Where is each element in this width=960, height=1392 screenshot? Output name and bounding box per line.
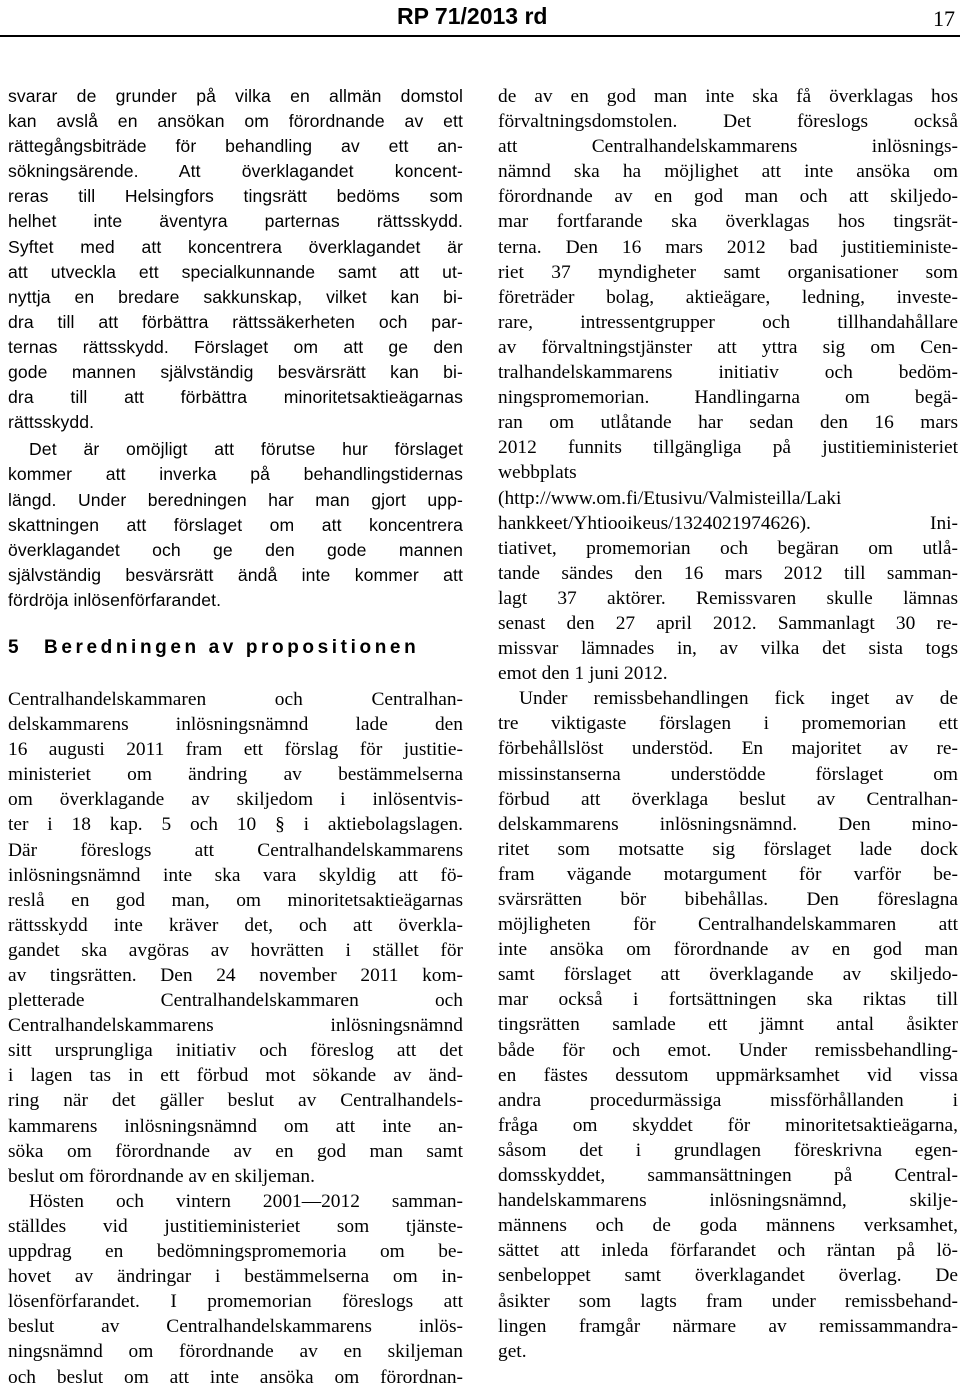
paragraph-left-4 [8, 1189, 463, 1390]
text-line: inlösningsnämnd inte ska vara skyldig att fö- [8, 864, 463, 886]
text-line: rättsskydd. [8, 412, 95, 433]
text-line: domsskyddet, sammansättningen på Central- [498, 1165, 958, 1187]
text-line: samt förslaget att överklagande av skiljedo- [498, 964, 958, 986]
text-line: sitt ursprungliga initiativ och föreslog att det [8, 1040, 463, 1062]
text-line: männens och de goda männens verksamhet, [498, 1215, 958, 1237]
text-line: längd. Under beredningen har man gjort upp- [8, 489, 463, 510]
text-line: hankkeet/Yhtiooikeus/1324021974626). Ini- [498, 512, 958, 534]
text-line: handelskammarens inlösningsnämnd, skilje- [498, 1190, 958, 1212]
paragraph-right-2 [498, 686, 958, 1364]
text-line: sökningsärende. Att överklagandet koncent- [8, 161, 463, 182]
text-line: Hösten och vintern 2001—2012 samman- [29, 1190, 463, 1212]
text-line: förordnande av en god man och att skiljedo- [498, 186, 958, 208]
section-gap [8, 661, 463, 687]
text-line: ring när det gäller beslut av Centralhandels- [8, 1090, 463, 1112]
text-line: riet 37 myndigheter samt organisationer som [498, 261, 958, 283]
text-line: inte ansöka om förordnande av en god man [498, 939, 958, 961]
section-heading [8, 635, 463, 661]
text-line: förbehållslöst understöd. En majoritet av re- [498, 738, 958, 760]
section-number: 5 [8, 636, 19, 658]
text-line: 2012 funnits tillgängliga på justitieministeriet [498, 437, 958, 459]
text-line: lingen framgår närmare av remissammandra- [498, 1315, 958, 1337]
paragraph-left-2 [8, 437, 463, 613]
text-line: lagt 37 aktörer. Remissvaren skulle lämnas [498, 587, 958, 609]
document-id: RP 71/2013 rd [397, 3, 548, 29]
text-line: fördröja inlösenförfarandet. [8, 589, 222, 610]
text-line: av förvaltningstjänster att yttra sig om Cen- [498, 336, 958, 358]
text-line: av tingsrätten. Den 24 november 2011 kom- [8, 965, 463, 986]
text-line: ternas rättsskydd. Förslaget om att ge den [8, 336, 463, 357]
text-line: reras till Helsingfors tingsrätt bedöms som [8, 186, 463, 207]
text-line: företräder bolag, aktieägare, ledning, investe- [498, 286, 958, 308]
text-line: kan avslå en ansökan om förordnande av ett [8, 111, 463, 132]
text-line: gode mannen självständig besvärsrätt kan bi- [8, 362, 463, 383]
text-line: ningsnämnd om förordnande av en skiljeman [8, 1341, 463, 1363]
header-rule [0, 35, 960, 37]
text-line: kammarens inlösningsnämnd om att inte an- [8, 1115, 463, 1137]
text-line: lösenförfarandet. I promemorian föreslogs att [8, 1291, 463, 1313]
text-line: mar fortfarande ska överklagas hos tingsrät- [498, 211, 958, 233]
text-line: andra procedurmässiga missförhållanden i [498, 1089, 958, 1111]
text-line: senbeloppet samt överklagandet överlag. De [498, 1265, 958, 1287]
text-line: helhet inte äventyra parternas rättsskydd. [8, 211, 463, 232]
text-line: hovet av ändringar i bestämmelserna om in- [8, 1266, 463, 1288]
text-line: att utveckla ett specialkunnande samt att ut- [8, 261, 463, 282]
text-line: om överklagande av skiljedom i inlösentvis- [8, 789, 463, 811]
text-line: dra till att förbättra minoritetsaktieägarnas [8, 387, 463, 408]
section-gap [8, 613, 463, 635]
text-line: Där föreslogs att Centralhandelskammarens [8, 839, 463, 861]
text-line: Det är omöjligt att förutse hur förslaget [29, 439, 463, 460]
text-line: tingsrätten samlade ett jämnt antal åsikter [498, 1014, 958, 1036]
text-line: mar också i fortsättningen ska riktas till [498, 989, 958, 1011]
text-line: webbplats [498, 462, 577, 484]
text-line: missinstanserna understödde förslaget om [498, 763, 958, 785]
text-line: 16 augusti 2011 fram ett förslag för justitie- [8, 739, 463, 761]
text-line: Syftet med att koncentrera överklagandet är [8, 236, 463, 257]
text-line: delskammarens inlösningsnämnd lade den [8, 714, 463, 736]
text-line: tande sändes den 16 mars 2012 till samman- [498, 562, 958, 584]
text-line: tralhandelskammarens initiativ och bedöm- [498, 362, 958, 384]
text-line: och beslut om att inte ansöka om förordnan- [8, 1366, 463, 1388]
text-line: tiativet, promemorian och begäran om utlå- [498, 537, 958, 559]
text-line: terna. Den 16 mars 2012 bad justitieministe- [498, 236, 958, 258]
text-line: senast den 27 april 2012. Sammanlagt 30 re- [498, 612, 958, 634]
text-line: delskammarens inlösningsnämnd. Den mino- [498, 813, 958, 835]
right-column [498, 84, 958, 1364]
text-line: ran om utlåtande har sedan den 16 mars [498, 412, 958, 434]
text-line: Under remissbehandlingen fick inget av de [519, 688, 958, 710]
text-line: rättsskydd inte kräver det, och att överkla- [8, 914, 463, 936]
page-header [0, 0, 960, 36]
text-line: i lagen tas in ett förbud mot sökande av änd- [8, 1065, 463, 1087]
text-line: beslut av Centralhandelskammarens inlös- [8, 1316, 463, 1338]
text-line: ritet som motsatte sig förslaget lade dock [498, 838, 958, 860]
text-line: svarar de grunder på vilka en allmän domstol [8, 86, 463, 106]
text-line: ställdes vid justitieministeriet som tjänste- [8, 1215, 463, 1237]
text-line: åsikter som lagts fram under remissbehand- [498, 1290, 958, 1312]
text-line: pletterade Centralhandelskammaren och [8, 990, 463, 1012]
text-line: förbud att överklaga beslut av Centralhan- [498, 788, 958, 810]
text-line: nämnd ska ha möjlighet att inte ansöka om [498, 161, 958, 183]
text-line: ningspromemorian. Handlingarna om begä- [498, 387, 958, 409]
text-line: rare, intressentgrupper och tillhandahållare [498, 311, 958, 333]
text-line: (http://www.om.fi/Etusivu/Valmisteilla/Laki [498, 487, 842, 509]
text-line: sättet att inleda förfarandet och räntan på lö- [498, 1240, 958, 1262]
text-line: förvaltningsdomstolen. Det föreslogs också [498, 111, 958, 133]
text-line: rättegångsbiträde för behandling av ett an- [8, 136, 463, 157]
text-line: emot den 1 juni 2012. [498, 663, 668, 685]
text-line: överklagandet och ge den gode mannen [8, 539, 463, 560]
text-line: reslå en god man, om minoritetsaktieägarnas [8, 889, 463, 911]
text-line: get. [498, 1340, 527, 1362]
text-line: möjligheten för Centralhandelskammaren att [498, 914, 958, 936]
text-line: en fästes dessutom uppmärksamhet vid vissa [498, 1064, 958, 1086]
left-column [8, 84, 463, 1390]
text-line: svärsrätten bör bibehållas. Den föreslagna [498, 889, 958, 910]
text-line: självständig besvärsrätt ändå inte kommer att [8, 564, 463, 585]
paragraph-left-1 [8, 84, 463, 435]
text-line: ter i 18 kap. 5 och 10 § i aktiebolagslagen. [8, 814, 463, 836]
text-line: dra till att förbättra rättssäkerheten och par- [8, 311, 463, 332]
text-line: tre viktigaste förslagen i promemorian ett [498, 713, 958, 735]
text-line: kommer att inverka på behandlingstidernas [8, 464, 463, 485]
text-line: såsom det i grundlagen föreskrivna egen- [498, 1139, 958, 1161]
text-line: de av en god man inte ska få överklagas hos [498, 86, 958, 107]
text-line: söka om förordnande av en god man samt [8, 1140, 463, 1162]
text-line: att Centralhandelskammarens inlösnings- [498, 136, 958, 158]
text-line: missvar lämnades in, av vilka det sista togs [498, 638, 958, 660]
text-line: fråga om skyddet för minoritetsaktieägarna, [498, 1114, 958, 1136]
paragraph-left-3 [8, 687, 463, 1189]
text-line: nyttja en bredare sakkunskap, vilket kan bi- [8, 286, 463, 307]
text-line: både för och emot. Under remissbehandling- [498, 1039, 958, 1061]
text-line: beslut om förordnande av en skiljeman. [8, 1165, 315, 1187]
text-line: uppdrag en bedömningspromemoria om be- [8, 1241, 463, 1263]
text-line: fram vägande motargument för varför be- [498, 863, 958, 885]
text-line: Centralhandelskammaren och Centralhan- [8, 688, 463, 710]
paragraph-right-1 [498, 84, 958, 686]
text-line: gandet ska avgöras av hovrätten i stället för [8, 939, 463, 961]
text-line: ministeriet om ändring av bestämmelserna [8, 764, 463, 786]
page-number: 17 [933, 6, 955, 31]
text-line: Centralhandelskammarens inlösningsnämnd [8, 1015, 463, 1037]
text-line: skattningen att förslaget om att koncentrera [8, 514, 463, 535]
section-title: Beredningen av propositionen [44, 636, 420, 658]
